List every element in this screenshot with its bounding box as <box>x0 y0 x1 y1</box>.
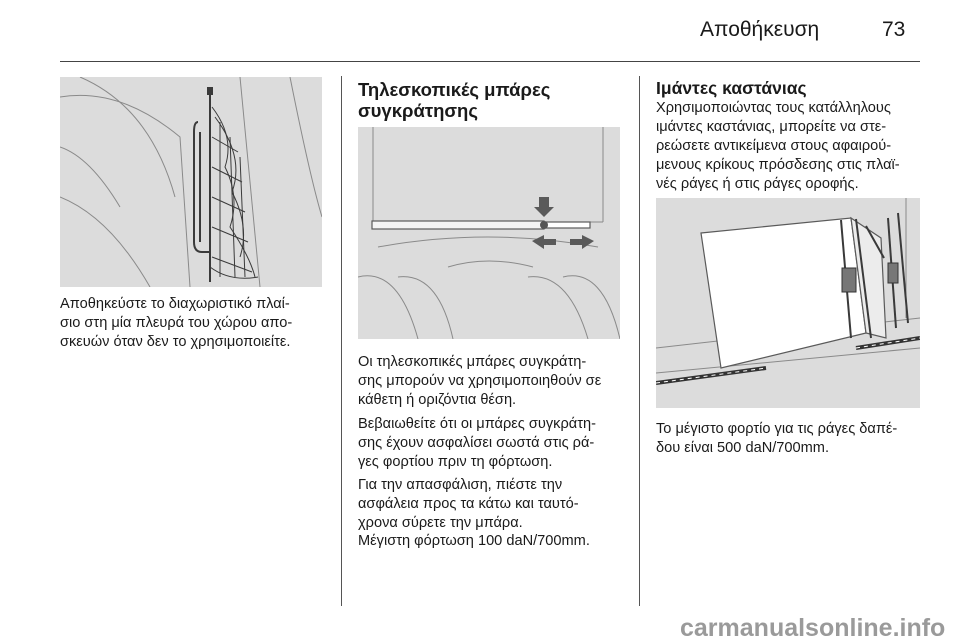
straps-paragraph-2: Το μέγιστο φορτίο για τις ράγες δαπέ- δου είναι 500 daN/700mm. <box>656 421 898 456</box>
ratchet-straps-heading: Ιμάντες καστάνιας <box>656 78 807 98</box>
bars-paragraph-2: Βεβαιωθείτε ότι οι μπάρες συγκράτη- σης έχουν ασφαλίσει σωστά στις ρά- γες φορτίου πριν τη φόρτωση. <box>358 416 596 470</box>
header-divider <box>60 61 920 62</box>
column-divider <box>639 76 640 606</box>
straps-paragraph-1: Χρησιμοποιώντας τους κατάλληλους ιμάντες καστάνιας, μπορείτε να στε- ρεώσετε αντικείμενα στους αφαιρού- μενους κρίκους πρόσδεσης στις πλαϊ- νές ράγες ή στις ράγες οροφής. <box>656 100 900 192</box>
bars-paragraph-1: Οι τηλεσκοπικές μπάρες συγκράτη- σης μπορούν να χρησιμοποιηθούν σε κάθετη ή οριζόντια θέση. <box>358 354 602 408</box>
page-title: Αποθήκευση <box>700 18 820 41</box>
partition-net-illustration <box>60 77 322 287</box>
column-divider <box>341 76 342 606</box>
page-number: 73 <box>882 18 906 41</box>
bars-paragraph-3: Για την απασφάλιση, πιέστε την ασφάλεια προς τα κάτω και ταυτό- χρονα σύρετε την μπάρα. <box>358 477 579 531</box>
ratchet-strap-illustration <box>656 198 920 408</box>
telescopic-bars-heading: Τηλεσκοπικές μπάρες συγκράτησης <box>358 79 551 121</box>
bars-paragraph-4: Μέγιστη φόρτωση 100 daN/700mm. <box>358 533 590 549</box>
watermark: carmanualsonline.info <box>680 614 946 642</box>
net-caption: Αποθηκεύστε το διαχωριστικό πλαί- σιο στη μία πλευρά του χώρου απο- σκευών όταν δεν το χρησιμοποιείτε. <box>60 296 293 350</box>
telescopic-bar-illustration <box>358 127 620 339</box>
